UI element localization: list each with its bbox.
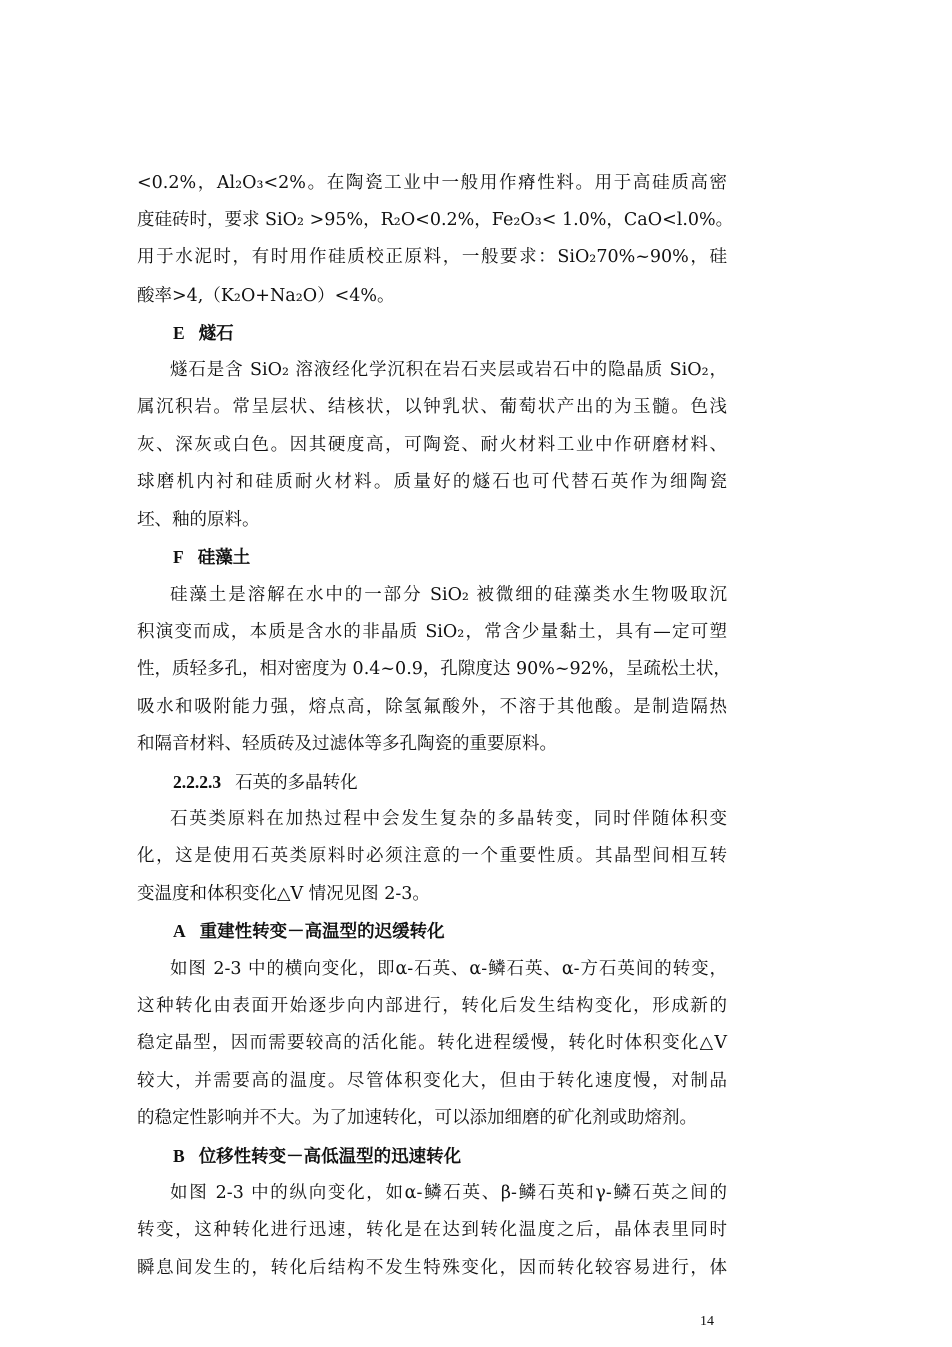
text-line: <0.2%，Al₂O₃<2%。在陶瓷工业中一般用作瘠性料。用于高硅质高密 [137,173,727,193]
text-line: 坯、釉的原料。 [137,510,260,530]
section-heading-b [173,1141,461,1171]
text-line: 如图 2-3 中的横向变化，即α-石英、α-鳞石英、α-方石英间的转变， [170,959,727,979]
heading-mark: A [173,921,186,941]
text-line: 较大，并需要高的温度。尽管体积变化大，但由于转化速度慢，对制品 [137,1071,727,1091]
heading-mark: E [173,323,185,343]
text-line: 吸水和吸附能力强，熔点高，除氢氟酸外，不溶于其他酸。是制造隔热 [137,697,727,717]
text-line: 燧石是含 SiO₂ 溶液经化学沉积在岩石夹层或岩石中的隐晶质 SiO₂， [170,360,727,380]
subsection-heading [173,767,358,797]
text-line: 石英类原料在加热过程中会发生复杂的多晶转变，同时伴随体积变 [170,809,727,829]
text-line: 度硅砖时，要求 SiO₂ >95%，R₂O<0.2%，Fe₂O₃< 1.0%，CaO<l.0%。 [137,210,734,230]
text-line: 性，质轻多孔，相对密度为 0.4~0.9，孔隙度达 90%~92%，呈疏松土状， [137,659,731,679]
text-line: 变温度和体积变化△V 情况见图 2-3。 [137,884,430,904]
section-heading-f [173,542,250,572]
section-heading-a [173,916,445,946]
section-heading-e [173,318,234,348]
heading-text: 燧石 [198,324,234,344]
heading-text: 位移性转变－高低温型的迅速转化 [198,1147,462,1167]
heading-text: 重建性转变－高温型的迟缓转化 [199,922,445,942]
text-line: 属沉积岩。常呈层状、结核状，以钟乳状、葡萄状产出的为玉髓。色浅 [137,397,727,417]
heading-mark: B [173,1146,185,1166]
text-line: 用于水泥时，有时用作硅质校正原料，一般要求：SiO₂70%~90%，硅 [137,247,727,267]
heading-text: 石英的多晶转化 [235,773,358,793]
text-line: 酸率>4,（K₂O+Na₂O）<4%。 [137,286,395,306]
text-line: 瞬息间发生的，转化后结构不发生特殊变化，因而转化较容易进行，体 [137,1258,727,1278]
text-line: 稳定晶型，因而需要较高的活化能。转化进程缓慢，转化时体积变化△V [137,1033,727,1053]
heading-text: 硅藻土 [197,548,251,568]
text-line: 灰、深灰或白色。因其硬度高，可陶瓷、耐火材料工业中作研磨材料、 [137,435,727,455]
page-number: 14 [700,1314,714,1329]
text-line: 硅藻土是溶解在水中的一部分 SiO₂ 被微细的硅藻类水生物吸取沉 [170,585,727,605]
text-line: 转变，这种转化进行迅速，转化是在达到转化温度之后，晶体表里同时 [137,1220,727,1240]
text-line: 球磨机内衬和硅质耐火材料。质量好的燧石也可代替石英作为细陶瓷 [137,472,727,492]
heading-mark: F [173,547,184,567]
text-line: 这种转化由表面开始逐步向内部进行，转化后发生结构变化，形成新的 [137,996,727,1016]
text-line: 和隔音材料、轻质砖及过滤体等多孔陶瓷的重要原料。 [137,734,557,754]
text-line: 积演变而成，本质是含水的非晶质 SiO₂，常含少量黏土，具有—定可塑 [137,622,727,642]
text-line: 化，这是使用石英类原料时必须注意的一个重要性质。其晶型间相互转 [137,846,727,866]
text-line: 的稳定性影响并不大。为了加速转化，可以添加细磨的矿化剂或助熔剂。 [137,1108,697,1128]
heading-mark: 2.2.2.3 [173,772,222,792]
text-line: 如图 2-3 中的纵向变化，如α-鳞石英、β-鳞石英和γ-鳞石英之间的 [170,1183,727,1203]
